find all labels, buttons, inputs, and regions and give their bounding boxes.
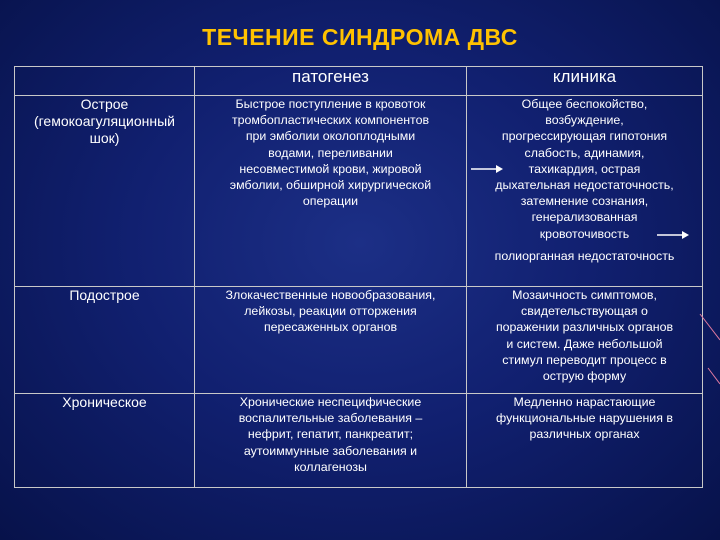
text-segment: кровоточивость (539, 226, 630, 241)
row-label-acute (15, 96, 195, 287)
text-line: воспалительные заболевания – (238, 411, 423, 426)
text-segment: тахикардия, острая (528, 161, 641, 176)
table-row-chronic (15, 394, 703, 488)
header-empty (15, 67, 195, 96)
text-line: поражении различных органов (495, 320, 674, 335)
right-arrow-icon (656, 229, 690, 241)
subacute-pathogenesis (195, 287, 467, 394)
text-line: и систем. Даже небольшой (506, 336, 663, 351)
row-label-line: Хроническое (62, 394, 147, 410)
header-clinic: клиника (467, 67, 703, 96)
text-line: острую форму (542, 369, 627, 384)
table-row-subacute (15, 287, 703, 394)
text-line: различных органах (529, 427, 640, 442)
text-line: полиорганная недостаточность (494, 248, 675, 263)
row-label-line: Острое (80, 96, 129, 112)
row-label-line: Подострое (69, 287, 140, 303)
text-line: водами, переливании (268, 145, 393, 160)
chronic-pathogenesis (195, 394, 467, 488)
text-line: Мозаичность симптомов, (512, 288, 657, 302)
decorative-lines (694, 296, 720, 392)
text-line: пересаженных органов (263, 320, 398, 335)
text-line: при эмболии околоплодными (245, 129, 416, 144)
dic-course-table (14, 66, 703, 488)
text-line: несовместимой крови, жировой (239, 161, 422, 176)
text-line-with-arrow (469, 161, 700, 177)
text-line: стимул переводит процесс в (502, 352, 667, 367)
text-line: затемнение сознания, (520, 194, 649, 209)
text-line: лейкозы, реакции отторжения (244, 304, 417, 319)
row-label-subacute (15, 287, 195, 394)
text-line: Быстрое поступление в кровоток (235, 97, 426, 111)
text-line: операции (302, 194, 359, 209)
text-line: слабость, адинамия, (524, 145, 645, 160)
text-line: эмболии, обширной хирургической (229, 178, 432, 193)
row-label-line: (гемокоагуляционный (33, 113, 176, 129)
table-header-row (15, 67, 703, 96)
text-line-with-arrow (469, 226, 700, 242)
acute-clinic (467, 96, 703, 287)
text-line: прогрессирующая гипотония (501, 129, 668, 144)
text-line: Злокачественные новообразования, (225, 288, 436, 302)
text-line: возбуждение, (545, 113, 624, 128)
right-arrow-icon (470, 163, 504, 175)
text-line: функциональные нарушения в (496, 411, 673, 426)
slide-title: ТЕЧЕНИЕ СИНДРОМА ДВС (202, 24, 518, 50)
row-label-chronic (15, 394, 195, 488)
text-line: дыхательная недостаточность, (495, 178, 674, 193)
text-line: аутоиммунные заболевания и (243, 443, 418, 458)
chronic-clinic (467, 394, 703, 488)
text-line: тромбопластических компонентов (231, 113, 430, 128)
header-pathogenesis: патогенез (195, 67, 467, 96)
acute-pathogenesis (195, 96, 467, 287)
text-line: генерализованная (531, 210, 638, 225)
row-label-line: шок) (89, 130, 120, 146)
table-row-acute (15, 96, 703, 287)
text-line: Хронические неспецифические (239, 395, 422, 409)
text-line: коллагенозы (294, 459, 367, 474)
text-line: свидетельствующая о (521, 304, 648, 319)
text-line: Медленно нарастающие (513, 395, 656, 409)
text-line: Общее беспокойство, (521, 97, 648, 111)
text-line: нефрит, гепатит, панкреатит; (247, 427, 414, 442)
subacute-clinic (467, 287, 703, 394)
